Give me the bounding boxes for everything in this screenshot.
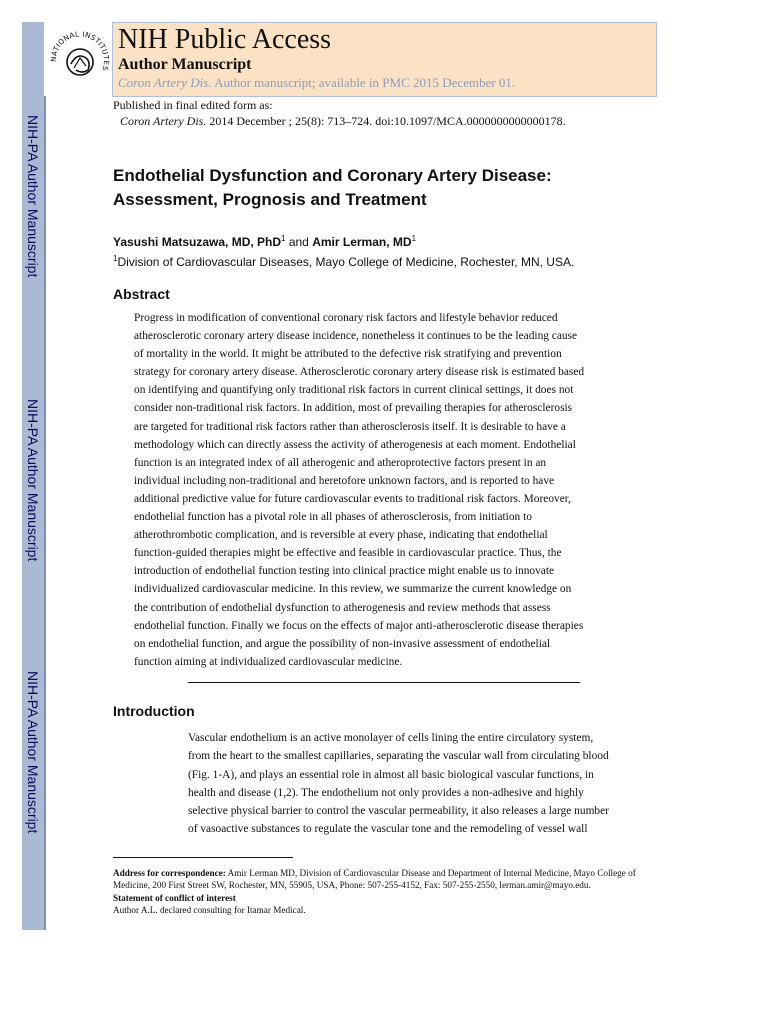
authors	[113, 231, 416, 250]
abstract-line: the contribution of endothelial dysfunction to atherogenesis and review methods that assess	[134, 601, 551, 614]
author-2-sup: 1	[411, 234, 417, 243]
footnote-divider	[113, 857, 293, 858]
nih-seal-icon	[44, 22, 112, 96]
side-label-2: NIH-PA Author Manuscript	[25, 398, 41, 562]
introduction-line: (Fig. 1-A), and plays an essential role in almost all basic biological vascular functions, in	[188, 768, 594, 781]
citation-text: 2014 December ; 25(8): 713–724. doi:10.1097/MCA.0000000000000178.	[206, 114, 566, 128]
conflict-label	[113, 893, 658, 905]
citation	[120, 114, 566, 128]
introduction-heading: Introduction	[113, 703, 195, 719]
header-title: NIH Public Access	[118, 24, 332, 55]
abstract-line: methodology which can directly assess the activity of atherogenesis at each moment. Endothelial	[134, 438, 576, 451]
correspondence-text: Amir Lerman MD, Division of Cardiovascular Disease and Department of Internal Medicine, Mayo College of Medicine, 200 First Street SW, Rochester, MN, 55905, USA, Phone: 507-255-4152, Fax: 507-255-2550, lerman.amir@mayo.edu.	[113, 868, 636, 890]
introduction-line: health and disease (1,2). The endothelium not only provides a non-adhesive and highly	[188, 786, 584, 799]
header-journal: Coron Artery Dis.	[118, 75, 212, 90]
abstract-line: atherosclerotic coronary artery disease incidence, nonetheless it continues to be the leading cause	[134, 330, 578, 343]
correspondence-label: Address for correspondence:	[113, 868, 226, 878]
abstract-line: on endothelial function, and argue the possibility of non-invasive assessment of endothelial	[134, 637, 551, 650]
author-1-sup: 1	[281, 234, 286, 243]
abstract-line: individual including non-traditional and heretofore unknown factors, and is reported to have	[134, 474, 555, 487]
author-1: Yasushi Matsuzawa, MD, PhD	[113, 235, 282, 249]
affiliation-text: Division of Cardiovascular Diseases, Mayo College of Medicine, Rochester, MN, USA.	[117, 255, 575, 269]
introduction-line: from the heart to the smallest capillaries, separating the vascular wall from circulating blood	[188, 750, 609, 763]
abstract-line: strategy for coronary artery disease. Atherosclerotic coronary artery disease risk is estimated based	[134, 366, 585, 379]
abstract-line: function aiming at individualized cardiovascular medicine.	[134, 655, 403, 668]
header-availability	[118, 75, 515, 90]
author-conjunction: and	[285, 235, 313, 249]
header-availability-text: Author manuscript; available in PMC 2015 December 01.	[211, 75, 516, 90]
side-label-3: NIH-PA Author Manuscript	[25, 670, 41, 834]
footnote	[113, 868, 658, 916]
abstract-line: function-guided therapies might be effective and feasible in cardiovascular practice. Thus, the	[134, 547, 562, 560]
correspondence-note	[113, 868, 658, 891]
introduction-line: of vasoactive substances to regulate the vascular tone and the remodeling of vessel wall	[188, 823, 588, 836]
introduction-body	[188, 729, 658, 839]
paper-title: Endothelial Dysfunction and Coronary Artery Disease: Assessment, Prognosis and Treatment	[113, 166, 552, 209]
citation-journal: Coron Artery Dis.	[120, 114, 207, 128]
side-label-1: NIH-PA Author Manuscript	[25, 114, 41, 278]
abstract-line: endothelial function. Finally we focus on the effects of major anti-atherosclerotic disease therapies	[134, 619, 584, 632]
abstract-line: Progress in modification of conventional coronary risk factors and lifestyle behavior reduced	[134, 312, 558, 324]
introduction-line: selective physical barrier to control the vascular permeability, it also releases a large number	[188, 805, 609, 818]
published-label: Published in final edited form as:	[113, 98, 273, 112]
abstract-line: atherothrombotic complication, and is reversible at every phase, indicating that endothelial	[134, 529, 548, 542]
svg-text:NATIONAL INSTITUTES OF HEALTH	[44, 22, 111, 72]
abstract-line: are targeted for traditional risk factors rather than atherosclerosis itself. It is desirable to have a	[134, 420, 566, 433]
author-2: Amir Lerman, MD	[312, 235, 412, 249]
abstract-line: on identifying and quantifying only traditional risk factors in current clinical settings, it does not	[134, 384, 574, 397]
abstract-line: endothelial function has a pivotal role in all phases of atherosclerosis, from initiation to	[134, 511, 532, 524]
logo-text: NATIONAL INSTITUTES	[48, 29, 112, 72]
abstract-body	[134, 309, 634, 671]
affiliation-sup: 1	[113, 254, 118, 263]
conflict-label-text: Statement of conflict of interest	[113, 893, 236, 903]
abstract-divider	[188, 682, 580, 683]
abstract-line: introduction of endothelial function testing into clinical practice might enable us to innovate	[134, 565, 555, 578]
introduction-line: Vascular endothelium is an active monolayer of cells lining the entire circulatory system,	[188, 732, 594, 744]
abstract-line: additional predictive value for future cardiovascular events to traditional risk factors. Moreover,	[134, 492, 571, 505]
abstract-heading: Abstract	[113, 286, 170, 302]
abstract-line: of mortality in the world. It might be attributed to the defective risk stratifying and prevention	[134, 348, 562, 361]
abstract-line: individualized cardiovascular medicine. In this review, we summarize the current knowledge on	[134, 583, 572, 596]
abstract-line: function is an integrated index of all atherogenic and atheroprotective factors present in an	[134, 456, 547, 469]
abstract-line: consider non-traditional risk factors. In addition, most of prevailing therapies for atherosclerosis	[134, 402, 573, 415]
header-subtitle: Author Manuscript	[118, 56, 252, 73]
conflict-text: Author A.L. declared consulting for Itamar Medical.	[113, 904, 306, 915]
affiliation	[113, 251, 574, 270]
nih-logo	[44, 22, 112, 96]
